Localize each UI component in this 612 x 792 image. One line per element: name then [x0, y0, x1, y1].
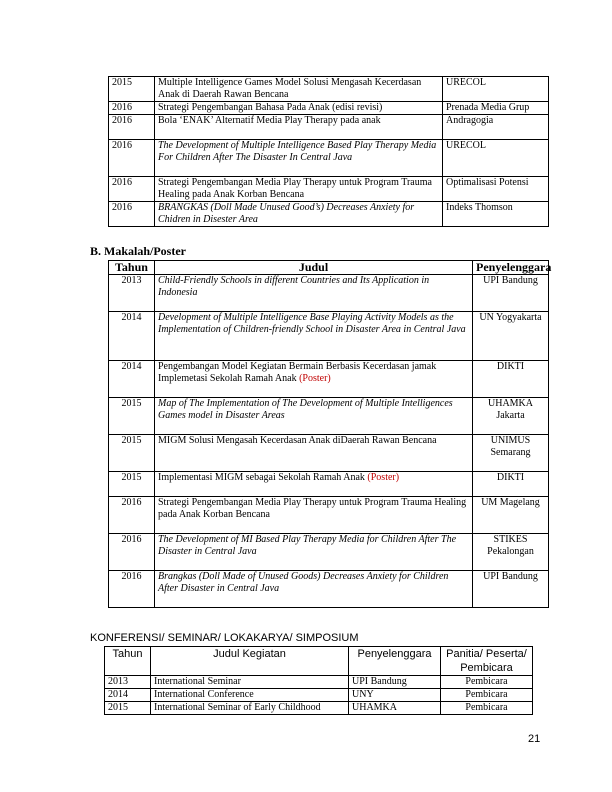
- title-cell: Strategi Pengembangan Media Play Therapy untuk Program Trauma Healing pada Anak Korban Bencana: [155, 177, 443, 202]
- col-role-header: Panitia/ Peserta/ Pembicara: [441, 647, 533, 676]
- col-year-header: Tahun: [109, 261, 155, 275]
- title-cell: Multiple Intelligence Games Model Solusi Mengasah Kecerdasan Anak di Daerah Rawan Bencana: [155, 77, 443, 102]
- title-cell: [155, 472, 473, 497]
- title-text: Strategi Pengembangan Media Play Therapy untuk Program Trauma Healing pada Anak Korban Bencana: [158, 497, 467, 520]
- table-row: [105, 689, 533, 702]
- title-cell: The Development of Multiple Intelligence Based Play Therapy Media For Children After The Disaster In Central Java: [155, 140, 443, 177]
- books-table: [108, 76, 549, 227]
- table-row: [109, 102, 549, 115]
- table-row: [109, 77, 549, 102]
- title-text: Brangkas (Doll Made of Unused Goods) Decreases Anxiety for Children After Disaster in Central Java: [158, 571, 449, 594]
- col-organizer-header: Penyelenggara: [473, 261, 549, 275]
- table-row: [105, 676, 533, 689]
- organizer-cell: UNIMUS Semarang: [473, 435, 549, 472]
- role-cell: Pembicara: [441, 676, 533, 689]
- section-c-heading: KONFERENSI/ SEMINAR/ LOKAKARYA/ SIMPOSIUM: [90, 632, 359, 644]
- title-text: The Development of MI Based Play Therapy Media for Children After The Disaster in Central Java: [158, 534, 457, 557]
- publisher-cell: URECOL: [443, 77, 549, 102]
- year-cell: 2015: [109, 435, 155, 472]
- section-b-heading: B. Makalah/Poster: [90, 244, 186, 258]
- role-cell: Pembicara: [441, 689, 533, 702]
- year-cell: 2015: [105, 702, 151, 715]
- year-cell: 2016: [109, 140, 155, 177]
- year-cell: 2015: [109, 472, 155, 497]
- publisher-cell: Indeks Thomson: [443, 202, 549, 227]
- title-cell: [155, 361, 473, 398]
- table-row: [109, 398, 549, 435]
- title-cell: International Seminar of Early Childhood: [151, 702, 349, 715]
- title-cell: [155, 534, 473, 571]
- title-text: Pengembangan Model Kegiatan Bermain Berbasis Kecerdasan jamak Implemetasi Sekolah Ramah Anak: [158, 361, 437, 384]
- table-row: [109, 497, 549, 534]
- year-cell: 2016: [109, 177, 155, 202]
- title-text: MIGM Solusi Mengasah Kecerdasan Anak diDaerah Rawan Bencana: [158, 435, 437, 446]
- publisher-cell: Optimalisasi Potensi: [443, 177, 549, 202]
- publisher-cell: Andragogia: [443, 115, 549, 140]
- organizer-cell: UHAMKA: [349, 702, 441, 715]
- col-title-header: Judul Kegiatan: [151, 647, 349, 676]
- title-cell: International Conference: [151, 689, 349, 702]
- year-cell: 2016: [109, 497, 155, 534]
- year-cell: 2016: [109, 202, 155, 227]
- title-text: Implementasi MIGM sebagai Sekolah Ramah Anak: [158, 472, 365, 483]
- title-cell: [155, 435, 473, 472]
- year-cell: 2014: [109, 312, 155, 361]
- table-row: [109, 571, 549, 608]
- organizer-cell: UPI Bandung: [473, 275, 549, 312]
- year-cell: 2015: [109, 77, 155, 102]
- title-cell: [155, 312, 473, 361]
- table-row: [109, 202, 549, 227]
- organizer-cell: UPI Bandung: [473, 571, 549, 608]
- publisher-cell: URECOL: [443, 140, 549, 177]
- conference-table: [104, 646, 533, 715]
- title-cell: [155, 497, 473, 534]
- year-cell: 2016: [109, 115, 155, 140]
- year-cell: 2014: [105, 689, 151, 702]
- poster-tag: (Poster): [299, 373, 331, 384]
- year-cell: 2016: [109, 571, 155, 608]
- organizer-cell: UN Yogyakarta: [473, 312, 549, 361]
- table-row: [109, 115, 549, 140]
- page-number: 21: [528, 733, 541, 745]
- table-row: [109, 312, 549, 361]
- role-cell: Pembicara: [441, 702, 533, 715]
- year-cell: 2016: [109, 534, 155, 571]
- table-row: [109, 472, 549, 497]
- table-row: [105, 702, 533, 715]
- year-cell: 2013: [105, 676, 151, 689]
- organizer-cell: UM Magelang: [473, 497, 549, 534]
- table-row: [109, 534, 549, 571]
- publisher-cell: Prenada Media Grup: [443, 102, 549, 115]
- poster-tag: (Poster): [367, 472, 400, 483]
- table-row: [109, 275, 549, 312]
- col-organizer-header: Penyelenggara: [349, 647, 441, 676]
- title-cell: Strategi Pengembangan Bahasa Pada Anak (edisi revisi): [155, 102, 443, 115]
- organizer-cell: DIKTI: [473, 472, 549, 497]
- col-title-header: Judul: [155, 261, 473, 275]
- organizer-cell: UNY: [349, 689, 441, 702]
- title-cell: [155, 275, 473, 312]
- organizer-cell: STIKES Pekalongan: [473, 534, 549, 571]
- table-row: [109, 177, 549, 202]
- title-text: Development of Multiple Intelligence Base Playing Activity Models as the Implementation of Children-friendly School in Disaster Area in Central Java: [158, 312, 466, 335]
- year-cell: 2014: [109, 361, 155, 398]
- organizer-cell: UHAMKA Jakarta: [473, 398, 549, 435]
- year-cell: 2015: [109, 398, 155, 435]
- table-row: [109, 435, 549, 472]
- table-row: [109, 361, 549, 398]
- table-row: [109, 140, 549, 177]
- year-cell: 2016: [109, 102, 155, 115]
- title-cell: International Seminar: [151, 676, 349, 689]
- title-text: Child-Friendly Schools in different Countries and Its Application in Indonesia: [158, 275, 430, 298]
- title-cell: Bola ‘ENAK’ Alternatif Media Play Therapy pada anak: [155, 115, 443, 140]
- title-cell: [155, 398, 473, 435]
- title-cell: BRANGKAS (Doll Made Unused Good’s) Decreases Anxiety for Chidren in Disester Area: [155, 202, 443, 227]
- organizer-cell: DIKTI: [473, 361, 549, 398]
- title-text: Map of The Implementation of The Development of Multiple Intelligences Games model in Disaster Areas: [158, 398, 453, 421]
- col-year-header: Tahun: [105, 647, 151, 676]
- title-cell: [155, 571, 473, 608]
- year-cell: 2013: [109, 275, 155, 312]
- papers-table: [108, 260, 552, 608]
- organizer-cell: UPI Bandung: [349, 676, 441, 689]
